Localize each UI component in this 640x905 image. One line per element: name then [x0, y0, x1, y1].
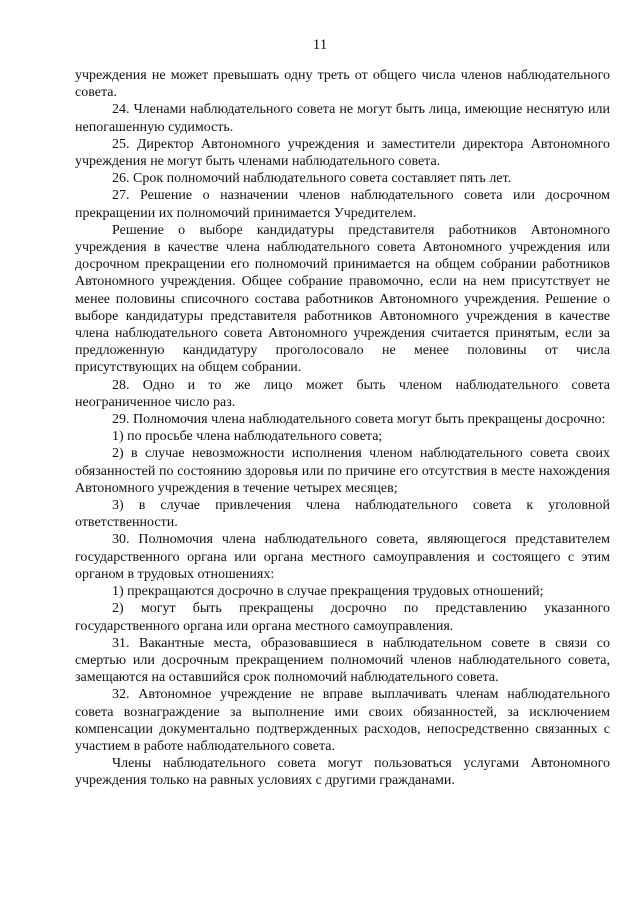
paragraph-services-usage: Члены наблюдательного совета могут пользоваться услугами Автономного учреждения только на равных условиях с другими гражданами. [75, 756, 610, 789]
paragraph-employee-representative: Решение о выборе кандидатуры представителя работников Автономного учреждения в качестве члена наблюдательного совета Автономного учреждения или досрочном прекращении его полномочий принимается на общем собрании работников Автономного учреждения. Общее собрание правомочно, если на нем присутствует не менее половины списочного состава работников Автономного учреждения. Решение о выборе кандидатуры представителя работников Автономного учреждения в качестве члена наблюдательного совета Автономного учреждения считается принятым, если за предложенную кандидатуру проголосовало не менее половины от числа присутствующих на общем собрании. [75, 222, 610, 376]
paragraph-item-30-sub-2: 2) могут быть прекращены досрочно по представлению указанного государственного органа или органа местного самоуправления. [75, 601, 610, 634]
paragraph-item-25: 25. Директор Автономного учреждения и заместители директора Автономного учреждения не могут быть членами наблюдательного совета. [75, 136, 610, 170]
paragraph-item-28: 28. Одно и то же лицо может быть членом наблюдательного совета неограниченное число раз. [75, 377, 610, 410]
paragraph-item-29-sub-1: 1) по просьбе члена наблюдательного совета; [112, 429, 383, 445]
paragraph-item-24: 24. Членами наблюдательного совета не могут быть лица, имеющие неснятую или непогашенную судимость. [75, 102, 610, 135]
paragraph-item-31: 31. Вакантные места, образовавшиеся в наблюдательном совете в связи со смертью или досрочным прекращением полномочий членов наблюдательного совета, замещаются на оставшийся срок полномочий наблюдательного совета. [75, 635, 610, 686]
page-number: 11 [312, 37, 328, 53]
document-body [75, 67, 610, 790]
paragraph-item-29: 29. Полномочия члена наблюдательного совета могут быть прекращены досрочно: [112, 412, 606, 428]
paragraph-item-29-sub-2: 2) в случае невозможности исполнения членом наблюдательного совета своих обязанностей по состоянию здоровья или по причине его отсутствия в месте нахождения Автономного учреждения в течение четырех месяцев; [75, 446, 610, 496]
paragraph-continuation: учреждения не может превышать одну треть от общего числа членов наблюдательного совета. [75, 68, 610, 101]
paragraph-item-27: 27. Решение о назначении членов наблюдательного совета или досрочном прекращении их полномочий принимается Учредителем. [75, 188, 610, 221]
paragraph-item-30-sub-1: 1) прекращаются досрочно в случае прекращения трудовых отношений; [112, 584, 544, 600]
paragraph-item-26: 26. Срок полномочий наблюдательного совета составляет пять лет. [112, 171, 512, 187]
paragraph-item-32: 32. Автономное учреждение не вправе выплачивать членам наблюдательного совета вознаграждение за выполнение ими своих обязанностей, за исключением компенсации документально подтвержденных расходов, непосредственно связанных с участием в работе наблюдательного совета. [75, 687, 610, 754]
paragraph-item-29-sub-3: 3) в случае привлечения члена наблюдательного совета к уголовной ответственности. [75, 498, 610, 531]
paragraph-item-30: 30. Полномочия члена наблюдательного совета, являющегося представителем государственного органа или органа местного самоуправления и состоящего с этим органом в трудовых отношениях: [75, 532, 610, 582]
